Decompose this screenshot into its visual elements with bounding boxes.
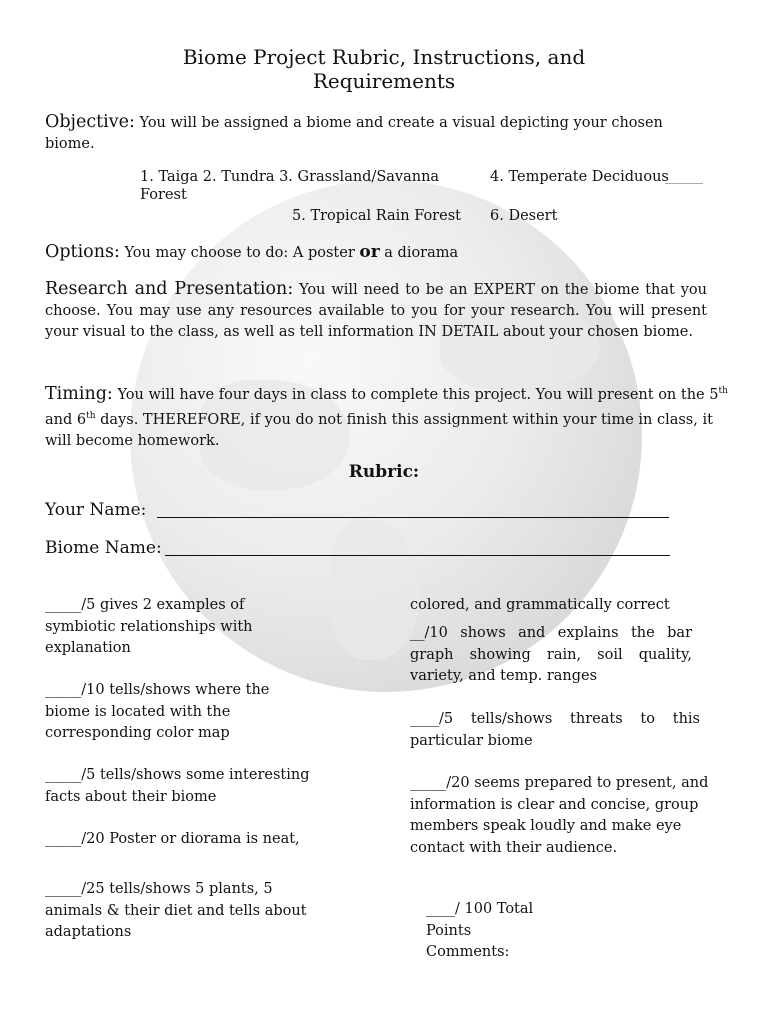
your-name-label: Your Name: — [45, 500, 147, 520]
rubric-item: __/10 shows and explains the bar graph showing rain, soil quality, variety, and temp. ranges — [410, 625, 692, 684]
biome-name-label: Biome Name: — [45, 538, 162, 558]
timing-paragraph — [45, 381, 730, 452]
biome-list-row2b: 6. Desert — [490, 208, 558, 224]
globe-continent-shape — [330, 520, 420, 660]
rubric-item: ____/5 tells/shows threats to this particular biome — [410, 711, 700, 749]
timing-sup-1: th — [718, 386, 728, 396]
research-text: You will need to be an EXPERT on the biome that you choose. You may use any resources available to you for your research. You will present your visual to the class, as well as tell information IN DETAIL about your chosen biome. — [45, 282, 707, 340]
options-paragraph — [45, 242, 725, 264]
options-label: Options: — [45, 242, 120, 262]
biome-list-row1c: Forest — [140, 187, 187, 203]
rubric-item: colored, and grammatically correct — [410, 597, 670, 613]
rubric-item: _____/20 seems prepared to present, and information is clear and concise, group members speak loudly and make eye contact with their audience. — [410, 775, 709, 856]
timing-text-3: days. THEREFORE, if you do not finish this assignment within your time in class, it will become homework. — [45, 411, 713, 449]
timing-text-1: You will have four days in class to complete this project. You will present on the 5 — [112, 386, 719, 403]
total-points-block — [426, 899, 626, 964]
biome-list-row1b: 4. Temperate Deciduous — [490, 169, 669, 185]
options-text-2: a diorama — [379, 245, 459, 261]
rubric-item: _____/5 tells/shows some interesting facts about their biome — [45, 767, 310, 805]
underline-divider — [665, 183, 703, 184]
your-name-field[interactable] — [157, 517, 669, 518]
title-line-2: Requirements — [312, 69, 456, 93]
options-text-1: You may choose to do: A poster — [119, 245, 360, 261]
research-paragraph — [45, 279, 707, 343]
comments-label: Comments: — [426, 944, 510, 960]
total-line-1: ____/ 100 Total — [426, 901, 534, 917]
biome-name-field[interactable] — [165, 555, 670, 556]
rubric-item: _____/5 gives 2 examples of symbiotic relationships with explanation — [45, 597, 253, 656]
objective-paragraph — [45, 112, 705, 155]
options-or: or — [359, 242, 380, 262]
rubric-item: _____/20 Poster or diorama is neat, — [45, 831, 300, 847]
page-title — [0, 45, 768, 93]
objective-text: You will be assigned a biome and create a visual depicting your chosen biome. — [45, 115, 663, 152]
research-label: Research and Presentation: — [45, 279, 294, 299]
objective-label: Objective: — [45, 112, 135, 132]
timing-label: Timing: — [45, 383, 113, 404]
timing-text-2: and 6 — [45, 411, 87, 428]
biome-list-row2a: 5. Tropical Rain Forest — [292, 208, 461, 224]
rubric-item: _____/25 tells/shows 5 plants, 5 animals & their diet and tells about adaptations — [45, 881, 307, 940]
biome-list-row1a: 1. Taiga 2. Tundra 3. Grassland/Savanna — [140, 169, 440, 185]
rubric-item: _____/10 tells/shows where the biome is located with the corresponding color map — [45, 682, 270, 741]
title-line-1: Biome Project Rubric, Instructions, and — [182, 45, 586, 69]
timing-sup-2: th — [86, 410, 96, 421]
rubric-heading: Rubric: — [348, 462, 420, 482]
total-line-2: Points — [426, 922, 472, 939]
